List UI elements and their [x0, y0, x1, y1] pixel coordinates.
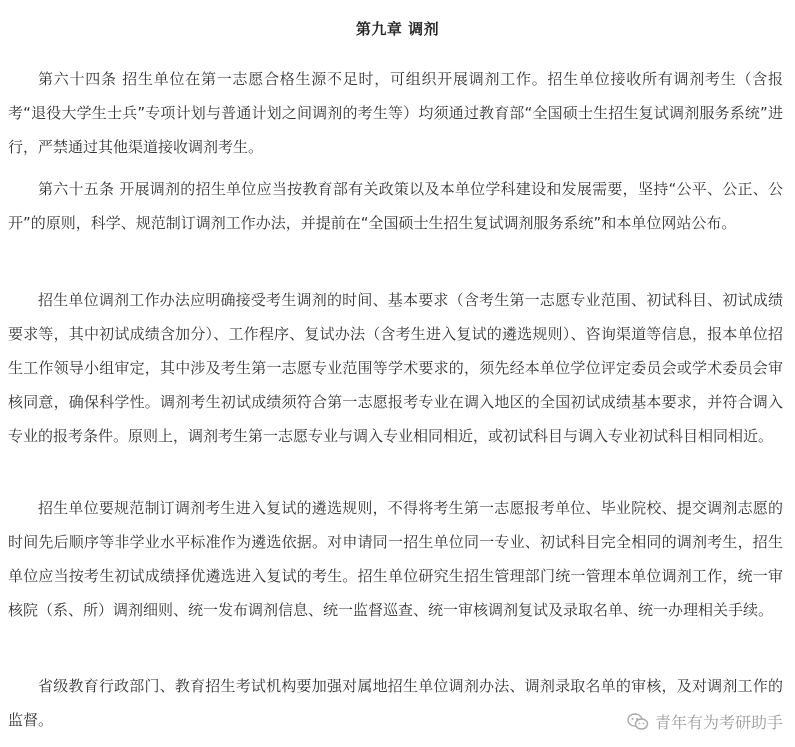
wechat-icon [627, 713, 649, 731]
paragraph-article-64: 第六十四条 招生单位在第一志愿合格生源不足时，可组织开展调剂工作。招生单位接收所有调剂考生（含报考“退役大学生士兵”专项计划与普通计划之间调剂的考生等）均须通过教育部“全国硕士生招生复试调剂服务系统”进行，严禁通过其他渠道接收调剂考生。 [8, 70, 783, 156]
paragraph-supervision: 省级教育行政部门、教育招生考试机构要加强对属地招生单位调剂办法、调剂录取名单的审核，及对调剂工作的监督。 [8, 677, 783, 729]
paragraph-selection-rules: 招生单位要规范制订调剂考生进入复试的遴选规则，不得将考生第一志愿报考单位、毕业院校、提交调剂志愿的时间先后顺序等非学业水平标准作为遴选依据。对申请同一招生单位同一专业、初试科目完全相同的调剂考生，招生单位应当按考生初试成绩择优遴选进入复试的考生。招生单位研究生招生管理部门统一管理本单位调剂工作，统一审核院（系、所）调剂细则、统一发布调剂信息、统一监督巡查、统一审核调剂复试及录取名单、统一办理相关手续。 [8, 499, 783, 619]
watermark-text: 青年有为考研助手 [654, 713, 783, 732]
chapter-title: 第九章 调剂 [355, 20, 440, 38]
watermark [627, 710, 783, 733]
paragraph-article-65: 第六十五条 开展调剂的招生单位应当按教育部有关政策以及本单位学科建设和发展需要，坚持“公平、公正、公开”的原则，科学、规范制订调剂工作办法，并提前在“全国硕士生招生复试调剂服务系统”和本单位网站公布。 [8, 180, 783, 232]
paragraph-adjustment-rules: 招生单位调剂工作办法应明确接受考生调剂的时间、基本要求（含考生第一志愿专业范围、初试科目、初试成绩要求等，其中初试成绩含加分）、工作程序、复试办法（含考生进入复试的遴选规则）、咨询渠道等信息，报本单位招生工作领导小组审定，其中涉及考生第一志愿专业范围等学术要求的，须先经本单位学位评定委员会或学术委员会审核同意，确保科学性。调剂考生初试成绩须符合第一志愿报考专业在调入地区的全国初试成绩基本要求，并符合调入专业的报考条件。原则上，调剂考生第一志愿专业与调入专业相同相近，或初试科目与调入专业初试科目相同相近。 [8, 291, 783, 445]
